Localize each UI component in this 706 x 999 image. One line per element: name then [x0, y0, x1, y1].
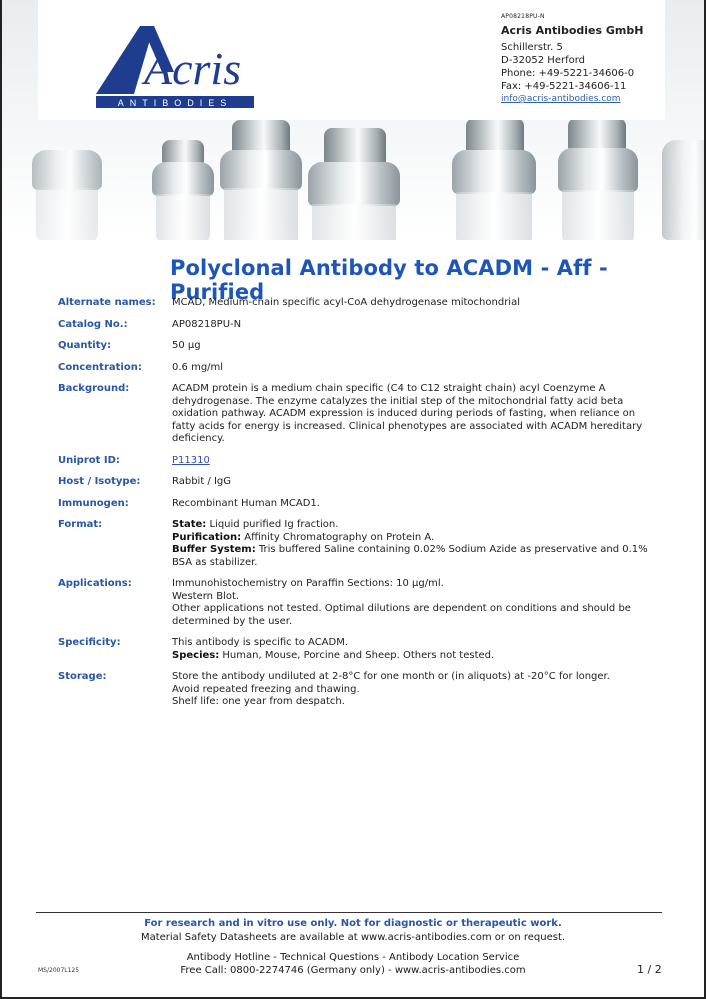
- value-host: Rabbit / IgG: [172, 476, 232, 487]
- value-concentration: 0.6 mg/ml: [172, 361, 224, 373]
- label-concentration: Concentration:: [58, 361, 142, 373]
- label-quantity: Quantity:: [58, 340, 111, 351]
- value-alternate-names: MCAD, Medium-chain specific acyl-CoA dehydrogenase mitochondrial: [172, 297, 520, 308]
- email-link[interactable]: info@acris-antibodies.com: [501, 94, 621, 104]
- footer-msds-note: Material Safety Datasheets are available at www.acris-antibodies.com or on request.: [140, 932, 566, 943]
- label-uniprot: Uniprot ID:: [58, 454, 120, 466]
- label-applications: Applications:: [58, 578, 132, 589]
- header-logo-panel: [38, 0, 665, 120]
- value-format: State: Liquid purified Ig fraction. Purification: Affinity Chromatography on Protein A. Buffer System: Tris buffered Saline containing 0.02% Sodium Azide as preservative and 0.1% BSA as stabilizer.: [172, 519, 648, 568]
- row-host: [58, 476, 658, 489]
- row-format: [58, 519, 658, 569]
- row-storage: [58, 671, 658, 709]
- header-doc-code: AP08218PU-N: [501, 13, 545, 20]
- row-immunogen: [58, 498, 658, 511]
- row-catalog: [58, 319, 658, 332]
- label-catalog: Catalog No.:: [58, 318, 128, 330]
- svg-text:Acris: Acris: [144, 43, 242, 94]
- company-contact-block: [501, 12, 643, 106]
- label-immunogen: Immunogen:: [58, 497, 129, 509]
- value-quantity: 50 µg: [172, 340, 201, 351]
- footer-hotline: Antibody Hotline - Technical Questions - Antibody Location Service: [186, 952, 520, 963]
- footer-free-call: Free Call: 0800-2274746 (Germany only) - www.acris-antibodies.com: [180, 965, 526, 976]
- row-specificity: [58, 637, 658, 662]
- page-number: 1 / 2: [637, 963, 662, 976]
- label-host: Host / Isotype:: [58, 476, 141, 487]
- footer-divider: [36, 912, 662, 913]
- row-applications: [58, 578, 658, 628]
- footer-doc-code: MS/2007L125: [38, 967, 80, 974]
- phone-number: Phone: +49-5221-34606-0: [501, 68, 635, 79]
- value-catalog: AP08218PU-N: [172, 318, 242, 330]
- label-background: Background:: [58, 383, 130, 394]
- row-quantity: [58, 340, 658, 353]
- footer-research-note: For research and in vitro use only. Not for diagnostic or therapeutic work.: [144, 918, 562, 929]
- value-storage: Store the antibody undiluted at 2-8°C for one month or (in aliquots) at -20°C for longer. Avoid repeated freezing and thawing. Shelf life: one year from despatch.: [172, 671, 610, 707]
- address-city: D-32052 Herford: [501, 55, 586, 66]
- value-background: ACADM protein is a medium chain specific (C4 to C12 straight chain) acyl Coenzyme A dehydrogenase. The enzyme catalyzes the initial step of the mitochondrial fatty acid beta oxidation pathway. ACADM expression is induced during periods of fasting, when reliance on fatty acids for energy is increased. Clinical phenotypes are associated with ACADM hereditary deficiency.: [172, 383, 643, 444]
- acris-logo: [96, 22, 256, 110]
- fax-number: Fax: +49-5221-34606-11: [501, 81, 627, 92]
- product-title: Polyclonal Antibody to ACADM - Aff - Purified: [170, 256, 608, 304]
- label-specificity: Specificity:: [58, 637, 121, 648]
- value-applications: Immunohistochemistry on Paraffin Sections: 10 µg/ml. Western Blot. Other applications not tested. Optimal dilutions are dependent on conditions and should be determined by the user.: [172, 578, 631, 627]
- svg-text:ANTIBODIES: ANTIBODIES: [117, 98, 233, 108]
- label-storage: Storage:: [58, 671, 107, 682]
- address-street: Schillerstr. 5: [501, 42, 563, 53]
- value-specificity: This antibody is specific to ACADM. Species: Human, Mouse, Porcine and Sheep. Others not tested.: [172, 637, 495, 661]
- label-format: Format:: [58, 519, 103, 530]
- company-name: Acris Antibodies GmbH: [501, 24, 644, 37]
- uniprot-link[interactable]: P11310: [172, 454, 210, 466]
- label-alternate-names: Alternate names:: [58, 297, 156, 308]
- row-uniprot: [58, 455, 658, 468]
- row-alternate-names: [58, 297, 658, 310]
- value-immunogen: Recombinant Human MCAD1.: [172, 497, 320, 509]
- row-background: [58, 383, 658, 446]
- row-concentration: [58, 362, 658, 375]
- product-spec-table: [58, 297, 658, 709]
